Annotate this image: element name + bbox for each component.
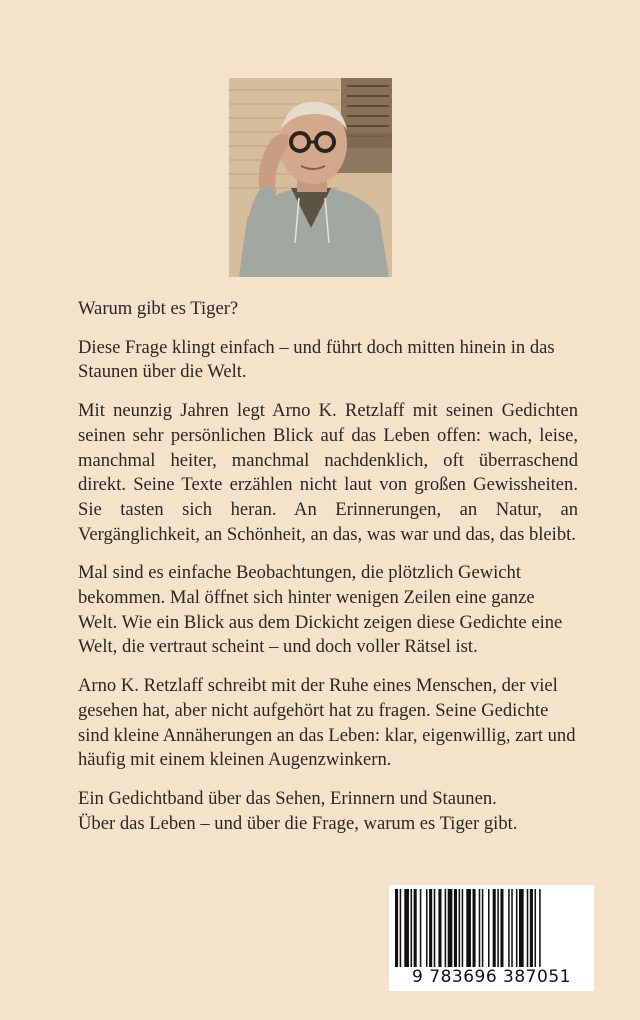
- barcode-bar: [535, 889, 537, 967]
- barcode-bar: [466, 889, 471, 967]
- barcode-bar: [426, 889, 428, 967]
- barcode-bar: [488, 889, 490, 967]
- barcode-bar: [404, 889, 409, 967]
- barcode-bar: [493, 889, 496, 967]
- blurb-paragraph-4: Mal sind es einfache Beobachtungen, die plötzlich Gewicht bekommen. Mal öffnet sich hinter wenigen Zeilen eine ganze Welt. Wie ein Blick aus dem Dickicht zeigen diese Gedichte eine Welt, die vertraut scheint – und doch voller Rätsel ist.: [78, 562, 563, 658]
- barcode-bar: [445, 889, 447, 967]
- back-cover-blurb: [78, 297, 578, 836]
- barcode-bar: [420, 889, 422, 967]
- barcode-bar: [479, 889, 481, 967]
- barcode-bar: [448, 889, 453, 967]
- barcode-bar: [500, 889, 503, 967]
- barcode-bar: [482, 889, 484, 967]
- barcode-bar: [400, 889, 402, 967]
- barcode-bar: [473, 889, 476, 967]
- barcode-bar: [508, 889, 510, 967]
- barcode-bar: [519, 889, 524, 967]
- blurb-paragraph-3: Mit neunzig Jahren legt Arno K. Retzlaff mit seinen Gedichten seinen sehr persönlichen Blick auf das Leben offen: wach, leise, manchmal heiter, manchmal nachdenklich, oft überraschend direkt. Seine Texte erzählen nicht laut von großen Gewissheiten. Sie tasten sich heran. An Erinnerungen, an Natur, an Vergänglichkeit, an Schönheit, an das, was war und das, das bleibt.: [78, 400, 578, 545]
- barcode-bar: [395, 889, 398, 967]
- barcode-bar: [414, 889, 417, 967]
- barcode-bar: [511, 889, 513, 967]
- blurb-paragraph-2: Diese Frage klingt einfach – und führt doch mitten hinein in das Staunen über die Welt.: [78, 336, 555, 383]
- barcode-bar: [539, 889, 541, 967]
- blurb-paragraph-6b: Über das Leben – und über die Frage, warum es Tiger gibt.: [78, 812, 518, 834]
- blurb-paragraph-1: Warum gibt es Tiger?: [78, 298, 239, 319]
- barcode-bar: [527, 889, 529, 967]
- barcode-bar: [429, 889, 432, 967]
- barcode-bar: [497, 889, 499, 967]
- blurb-paragraph-6a: Ein Gedichtband über das Sehen, Erinnern und Staunen.: [78, 787, 497, 809]
- author-photo-icon: [229, 78, 392, 277]
- blurb-paragraph-5: Arno K. Retzlaff schreibt mit der Ruhe eines Menschen, der viel gesehen hat, aber nicht aufgehört hat zu fragen. Seine Gedichte sind kleine Annäherungen an das Leben: klar, eigenwillig, zart und häufig mit einem kleinen Augenzwinkern.: [78, 675, 576, 771]
- isbn-barcode: [389, 885, 594, 991]
- barcode-bar: [411, 889, 413, 967]
- barcode-bar: [438, 889, 441, 967]
- barcode-bar: [454, 889, 457, 967]
- barcode-bar: [516, 889, 518, 967]
- barcode-bar: [462, 889, 464, 967]
- barcode-bar: [459, 889, 461, 967]
- barcode-bar: [434, 889, 436, 967]
- barcode-bar: [530, 889, 533, 967]
- isbn-digits: 9 783696 387051: [412, 967, 571, 987]
- author-portrait: [229, 78, 392, 277]
